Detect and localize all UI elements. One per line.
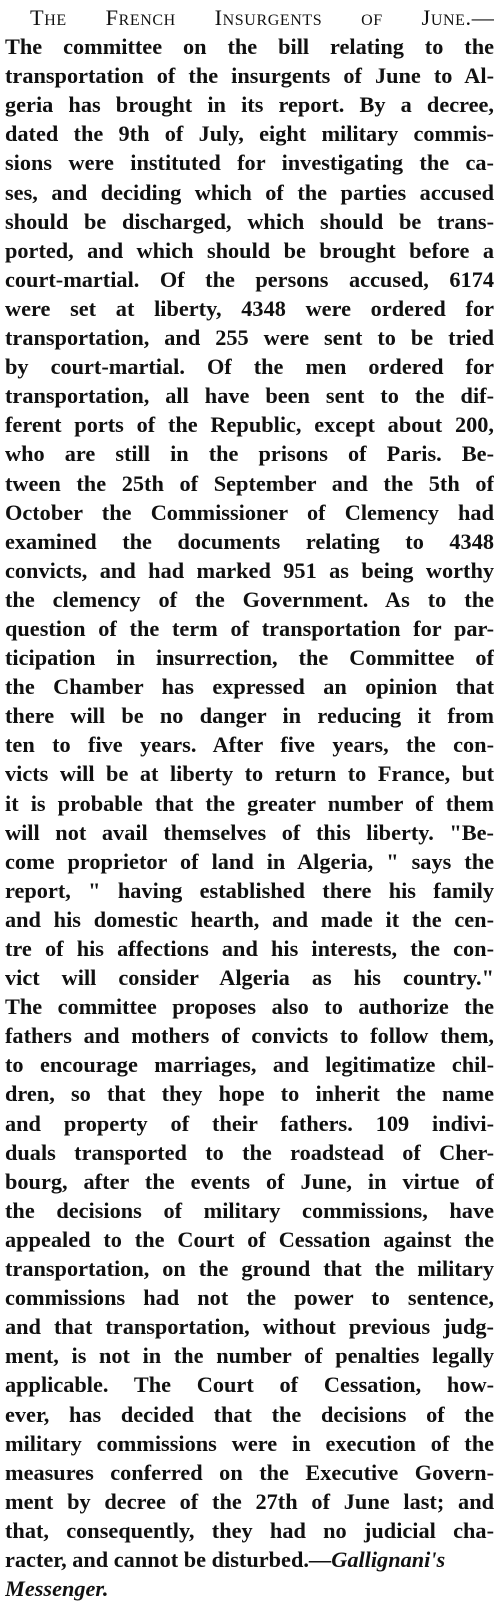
- article-line: ten to five years. After five years, the con-: [5, 732, 494, 758]
- article-line: tween the 25th of September and the 5th of: [5, 470, 494, 496]
- article-line: ever, has decided that the decisions of the: [5, 1401, 494, 1427]
- article-line: transportation, and 255 were sent to be tried: [5, 325, 494, 351]
- article-line: October the Commissioner of Clemency had: [5, 499, 494, 525]
- article-title-line: [5, 3, 494, 32]
- article-line: report, " having established there his family: [5, 877, 494, 903]
- article-line: examined the documents relating to 4348: [5, 528, 494, 554]
- article-line: and his domestic hearth, and made it the cen-: [5, 906, 494, 932]
- article-line: The committee proposes also to authorize the: [5, 994, 494, 1020]
- article-line: who are still in the prisons of Paris. Be-: [5, 441, 494, 467]
- article-line: were set at liberty, 4348 were ordered for: [5, 295, 494, 321]
- article-line: bourg, after the events of June, in virtue of: [5, 1168, 494, 1194]
- article-line: will not avail themselves of this liberty. "Be-: [5, 819, 494, 845]
- article-line: commissions had not the power to sentence,: [5, 1285, 494, 1311]
- article-line: measures conferred on the Executive Govern-: [5, 1459, 494, 1485]
- article-line: to encourage marriages, and legitimatize chil-: [5, 1052, 494, 1078]
- article-line: vict will consider Algeria as his country.": [5, 965, 494, 991]
- article-line: appealed to the Court of Cessation against the: [5, 1226, 494, 1252]
- article-line: ment, is not in the number of penalties legally: [5, 1343, 494, 1369]
- article-line: the decisions of military commissions, have: [5, 1197, 494, 1223]
- article-line: ticipation in insurrection, the Committee of: [5, 645, 494, 671]
- article-line: The committee on the bill relating to the: [5, 34, 494, 60]
- article-line: there will be no danger in reducing it from: [5, 703, 494, 729]
- article-line: military commissions were in execution of the: [5, 1430, 494, 1456]
- article-line: and property of their fathers. 109 indivi-: [5, 1110, 494, 1136]
- article-line: tre of his affections and his interests, the con-: [5, 936, 494, 961]
- article-line: fathers and mothers of convicts to follow them,: [5, 1023, 494, 1049]
- article-line: should be discharged, which should be trans-: [5, 208, 494, 234]
- article-line: transportation, all have been sent to the dif-: [5, 383, 494, 409]
- article-line: question of the term of transportation for par-: [5, 615, 494, 641]
- article-line: ses, and deciding which of the parties accused: [5, 179, 494, 205]
- article-line: ported, and which should be brought before a: [5, 237, 494, 263]
- article-last-line: [5, 1545, 494, 1603]
- article-line: ment by decree of the 27th of June last; and: [5, 1488, 494, 1514]
- article-line: dren, so that they hope to inherit the name: [5, 1081, 494, 1107]
- article-line: transportation, on the ground that the military: [5, 1256, 494, 1282]
- article-source: Gallignani's Messenger.: [5, 1546, 446, 1602]
- article-line: dated the 9th of July, eight military commis-: [5, 121, 494, 147]
- article-line: by court-martial. Of the men ordered for: [5, 354, 494, 380]
- article-line: that, consequently, they had no judicial cha-: [5, 1517, 494, 1543]
- article-line: the clemency of the Government. As to the: [5, 586, 494, 612]
- article-line: geria has brought in its report. By a decree,: [5, 92, 494, 118]
- article-line: and that transportation, without previous judg-: [5, 1314, 494, 1340]
- article-line: victs will be at liberty to return to France, but: [5, 761, 494, 787]
- article-line: the Chamber has expressed an opinion that: [5, 674, 494, 700]
- article-line: sions were instituted for investigating the ca-: [5, 150, 494, 176]
- article-line: transportation of the insurgents of June to Al-: [5, 63, 494, 89]
- article-line: duals transported to the roadstead of Cher-: [5, 1139, 494, 1165]
- article-line: court-martial. Of the persons accused, 6174: [5, 266, 494, 292]
- article-line: it is probable that the greater number of them: [5, 790, 494, 816]
- article-line: come proprietor of land in Algeria, " says the: [5, 848, 494, 874]
- article-title: The French Insurgents of June.: [30, 5, 472, 30]
- article-line: racter, and cannot be disturbed.—: [5, 1546, 332, 1572]
- article-line: applicable. The Court of Cessation, how-: [5, 1372, 494, 1398]
- title-dash: —: [471, 5, 494, 30]
- article-line: ferent ports of the Republic, except about 200,: [5, 412, 494, 438]
- article-line: convicts, and had marked 951 as being worthy: [5, 557, 494, 583]
